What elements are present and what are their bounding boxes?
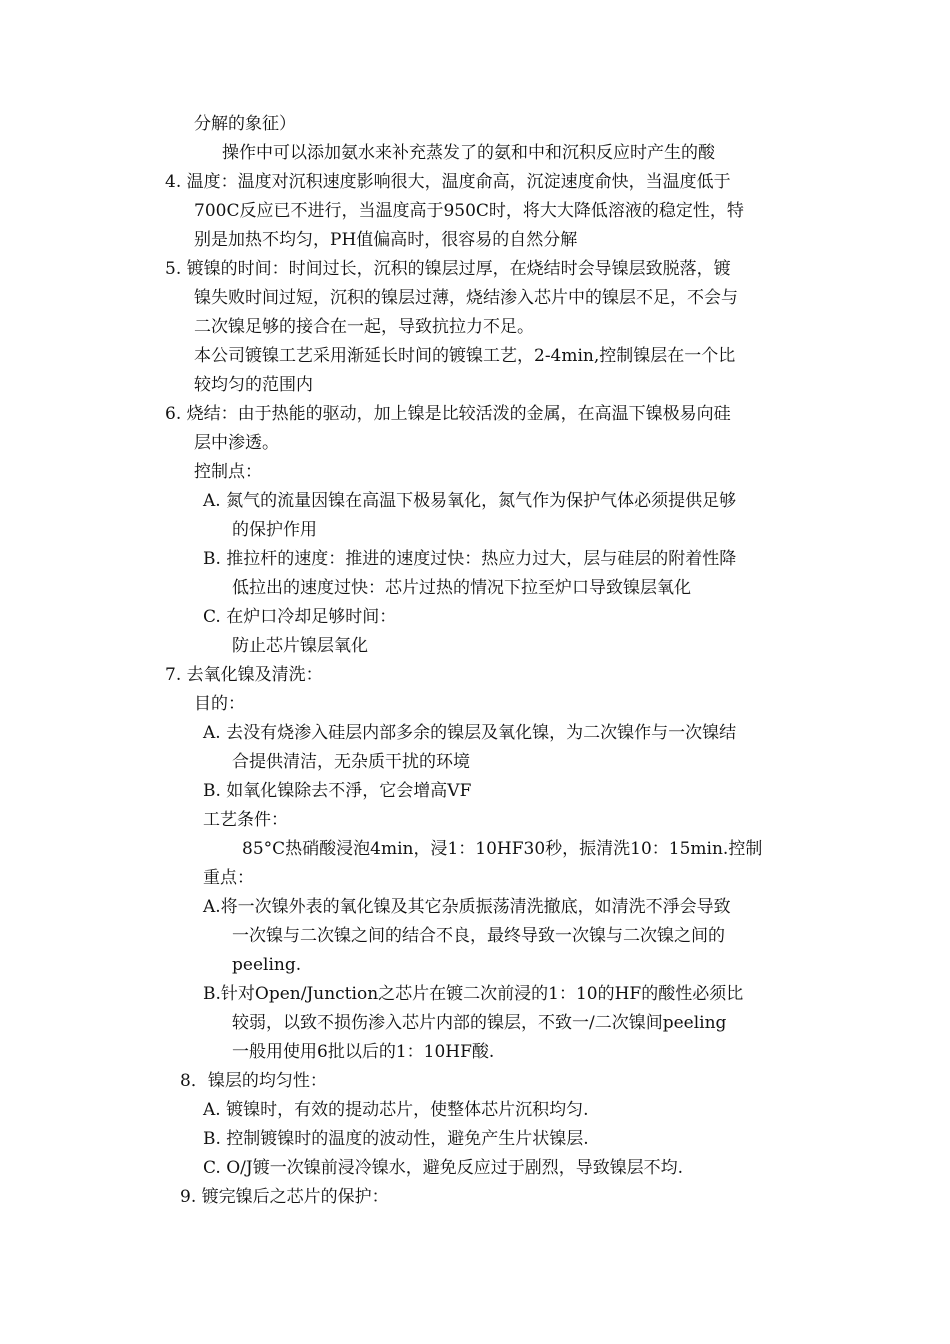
text-line: 分解的象征） — [194, 114, 296, 134]
text-line: 一般用使用6批以后的1：10HF酸. — [232, 1042, 495, 1062]
sub-item-a: A. 氮气的流量因镍在高温下极易氧化，氮气作为保护气体必须提供足够 — [203, 491, 737, 511]
text-line: 控制点： — [194, 462, 262, 482]
sub-item-a: A. 去没有烧渗入硅层内部多余的镍层及氧化镍，为二次镍作与一次镍结 — [203, 723, 737, 743]
sub-item-b: B. 推拉杆的速度：推进的速度过快：热应力过大，层与硅层的附着性降 — [203, 549, 737, 569]
text-line: 的保护作用 — [232, 520, 317, 540]
text-line: 镍失败时间过短，沉积的镍层过薄，烧结渗入芯片中的镍层不足，不会与 — [194, 288, 738, 308]
list-item-9: 9. 镀完镍后之芯片的保护： — [180, 1187, 389, 1207]
list-item-4: 4. 温度：温度对沉积速度影响很大，温度俞高，沉淀速度俞快，当温度低于 — [165, 172, 731, 192]
sub-item-b: B.针对Open/Junction之芯片在镀二次前浸的1：10的HF的酸性必须比 — [203, 984, 744, 1004]
text-line: 低拉出的速度过快：芯片过热的情况下拉至炉口导致镍层氧化 — [232, 578, 691, 598]
text-line: 本公司镀镍工艺采用渐延长时间的镀镍工艺，2-4min,控制镍层在一个比 — [194, 346, 736, 366]
text-line: 重点： — [203, 868, 254, 888]
text-line: 85°C热硝酸浸泡4min，浸1：10HF30秒，振清洗10：15min.控制 — [242, 839, 763, 859]
sub-item-b: B. 控制镀镍时的温度的波动性，避免产生片状镍层. — [203, 1129, 589, 1149]
list-item-5: 5. 镀镍的时间：时间过长，沉积的镍层过厚，在烧结时会导镍层致脱落，镀 — [165, 259, 731, 279]
text-line: 较均匀的范围内 — [194, 375, 313, 395]
sub-item-a: A. 镀镍时，有效的提动芯片，使整体芯片沉积均匀. — [203, 1100, 589, 1120]
text-line: 层中渗透。 — [194, 433, 279, 453]
text-line: 一次镍与二次镍之间的结合不良，最终导致一次镍与二次镍之间的 — [232, 926, 725, 946]
list-item-6: 6. 烧结：由于热能的驱动，加上镍是比较活泼的金属，在高温下镍极易向硅 — [165, 404, 731, 424]
text-line: 工艺条件： — [203, 810, 288, 830]
text-line: 目的： — [194, 694, 245, 714]
text-line: peeling. — [232, 955, 302, 975]
text-line: 防止芯片镍层氧化 — [232, 636, 368, 656]
list-item-7: 7. 去氧化镍及清洗： — [165, 665, 323, 685]
text-line: 别是加热不均匀，PH值偏高时，很容易的自然分解 — [194, 230, 578, 250]
text-line: 合提供清洁，无杂质干扰的环境 — [232, 752, 470, 772]
text-line: 二次镍足够的接合在一起，导致抗拉力不足。 — [194, 317, 534, 337]
sub-item-c: C. 在炉口冷却足够时间： — [203, 607, 397, 627]
list-item-8: 8．镍层的均匀性： — [180, 1071, 327, 1091]
text-line: 操作中可以添加氨水来补充蒸发了的氨和中和沉积反应时产生的酸 — [222, 143, 715, 163]
sub-item-a: A.将一次镍外表的氧化镍及其它杂质振荡清洗撤底，如清洗不淨会导致 — [203, 897, 731, 917]
sub-item-b: B. 如氧化镍除去不淨，它会增高VF — [203, 781, 472, 801]
text-line: 700C反应已不进行，当温度高于950C时，将大大降低溶液的稳定性，特 — [194, 201, 744, 221]
sub-item-c: C. O/J镀一次镍前浸冷镍水，避免反应过于剧烈，导致镍层不均. — [203, 1158, 684, 1178]
text-line: 较弱，以致不损伤渗入芯片内部的镍层，不致一/二次镍间peeling — [232, 1013, 727, 1033]
